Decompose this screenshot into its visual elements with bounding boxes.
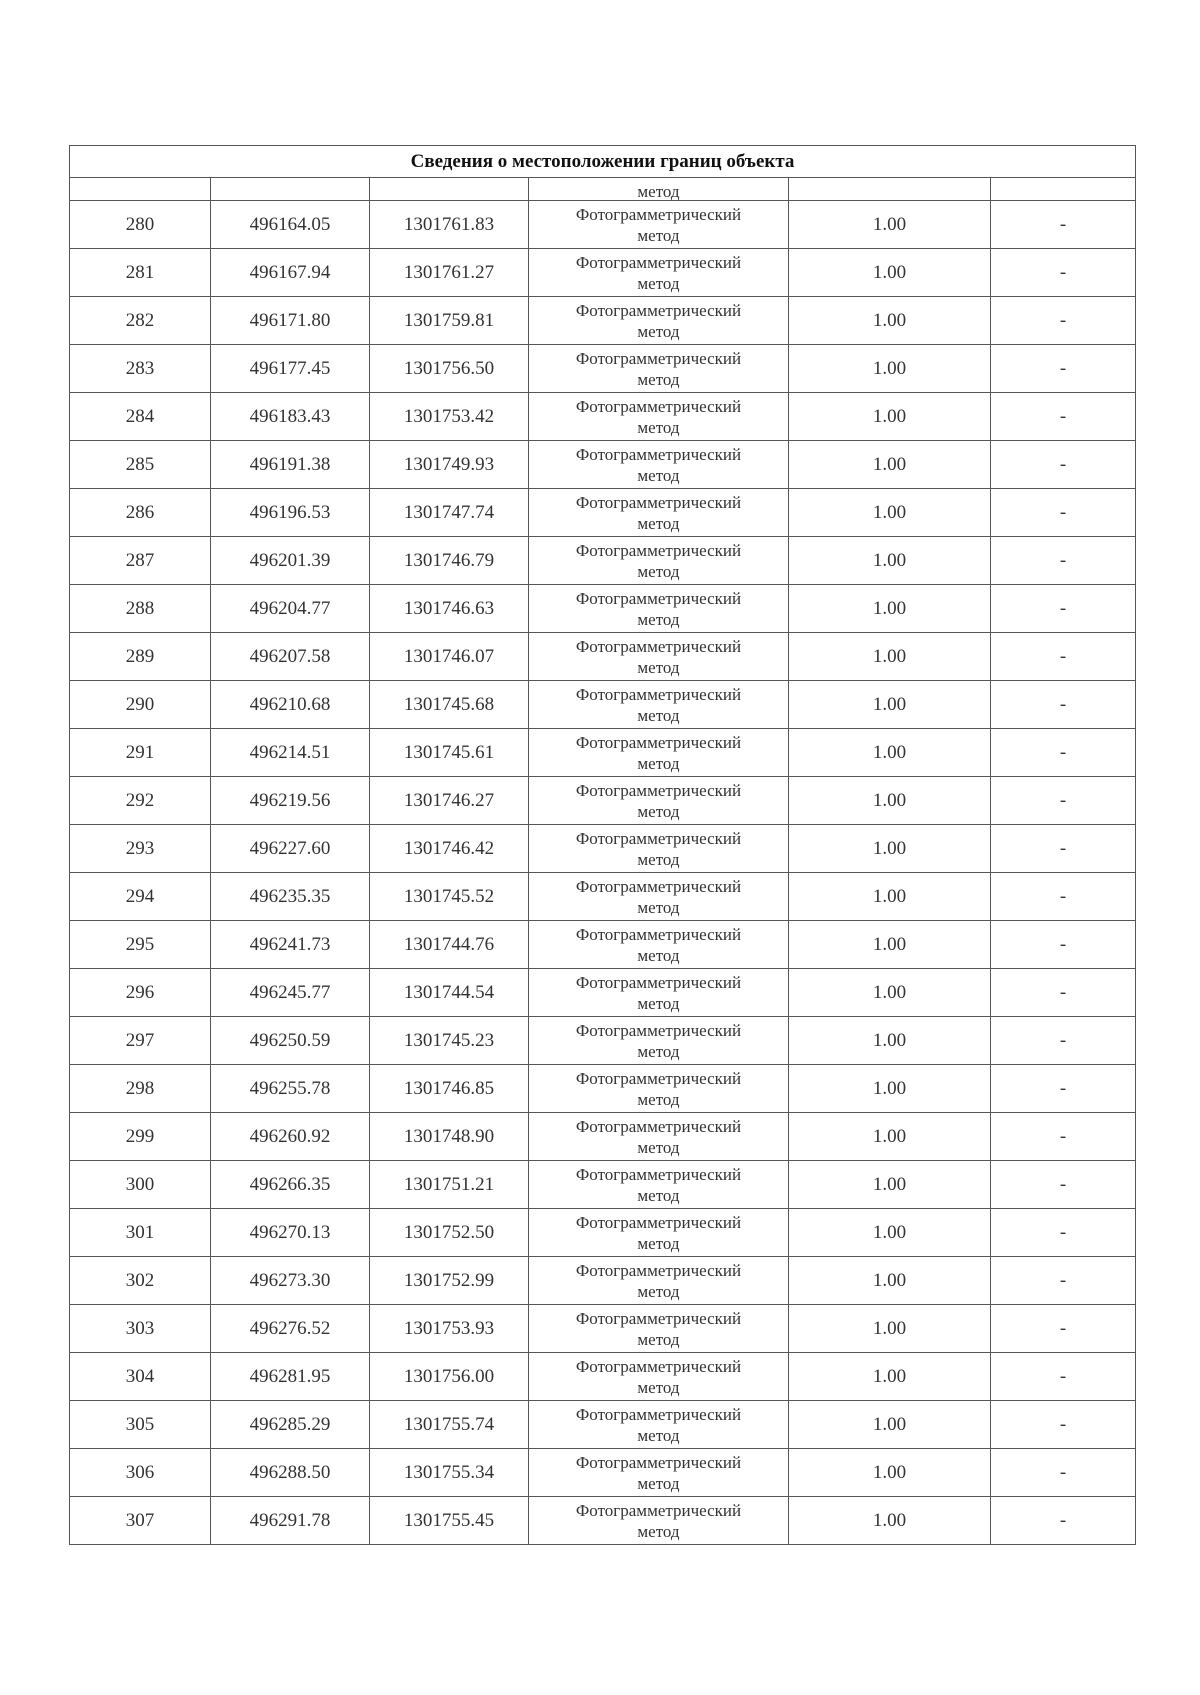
method-line-2: метод (637, 1521, 680, 1541)
x-coordinate-cell: 496255.78 (211, 1065, 370, 1113)
method-line-1: Фотограмметрический (575, 588, 742, 608)
y-coordinate-cell: 1301747.74 (370, 489, 529, 537)
note-cell: - (991, 1401, 1136, 1449)
x-coordinate-cell: 496167.94 (211, 249, 370, 297)
accuracy-cell: 1.00 (789, 921, 991, 969)
method-line-1: Фотограмметрический (575, 396, 742, 416)
method-cell (529, 393, 789, 441)
y-coordinate-cell: 1301745.23 (370, 1017, 529, 1065)
accuracy-cell: 1.00 (789, 249, 991, 297)
point-number-cell: 295 (70, 921, 211, 969)
accuracy-cell: 1.00 (789, 1257, 991, 1305)
accuracy-cell: 1.00 (789, 825, 991, 873)
point-number-cell: 286 (70, 489, 211, 537)
method-cell (529, 777, 789, 825)
method-line-2: метод (637, 609, 680, 629)
point-number-cell: 302 (70, 1257, 211, 1305)
method-line-2: метод (637, 513, 680, 533)
note-cell: - (991, 825, 1136, 873)
table-row (70, 969, 1136, 1017)
note-cell: - (991, 873, 1136, 921)
method-line-1: Фотограмметрический (575, 1356, 742, 1376)
method-line-2: метод (637, 705, 680, 725)
accuracy-cell: 1.00 (789, 1497, 991, 1545)
method-cell (529, 969, 789, 1017)
method-cell (529, 921, 789, 969)
y-coordinate-cell: 1301759.81 (370, 297, 529, 345)
point-number-cell: 305 (70, 1401, 211, 1449)
x-coordinate-cell: 496219.56 (211, 777, 370, 825)
note-cell: - (991, 585, 1136, 633)
point-number-cell: 290 (70, 681, 211, 729)
accuracy-cell: 1.00 (789, 873, 991, 921)
method-line-1: Фотограмметрический (575, 348, 742, 368)
table-row (70, 1209, 1136, 1257)
note-cell: - (991, 681, 1136, 729)
accuracy-cell: 1.00 (789, 489, 991, 537)
note-cell: - (991, 777, 1136, 825)
method-line-2: метод (637, 1425, 680, 1445)
method-line-1: Фотограмметрический (575, 1020, 742, 1040)
x-coordinate-cell: 496285.29 (211, 1401, 370, 1449)
y-coordinate-cell: 1301744.76 (370, 921, 529, 969)
table-row (70, 633, 1136, 681)
x-coordinate-cell: 496177.45 (211, 345, 370, 393)
method-line-1: Фотограмметрический (575, 972, 742, 992)
table-row (70, 489, 1136, 537)
method-line-2: метод (637, 897, 680, 917)
accuracy-cell (789, 178, 991, 201)
method-cell (529, 537, 789, 585)
method-cell (529, 201, 789, 249)
table-title-row (70, 146, 1136, 178)
method-line-2: метод (637, 225, 680, 245)
method-line-1: Фотограмметрический (575, 444, 742, 464)
method-line-2: метод (637, 321, 680, 341)
table-row (70, 1353, 1136, 1401)
accuracy-cell: 1.00 (789, 729, 991, 777)
y-coordinate-cell: 1301755.34 (370, 1449, 529, 1497)
accuracy-cell: 1.00 (789, 1401, 991, 1449)
accuracy-cell: 1.00 (789, 1065, 991, 1113)
table-row (70, 1305, 1136, 1353)
table-row (70, 1017, 1136, 1065)
x-coordinate-cell: 496250.59 (211, 1017, 370, 1065)
method-line-2: метод (637, 369, 680, 389)
y-coordinate-cell: 1301752.50 (370, 1209, 529, 1257)
point-number-cell: 282 (70, 297, 211, 345)
y-coordinate-cell: 1301745.52 (370, 873, 529, 921)
method-line-1: Фотограмметрический (575, 876, 742, 896)
note-cell: - (991, 1353, 1136, 1401)
method-cell (529, 1065, 789, 1113)
y-coordinate-cell: 1301752.99 (370, 1257, 529, 1305)
y-coordinate-cell: 1301746.63 (370, 585, 529, 633)
table-row (70, 297, 1136, 345)
method-cell (529, 681, 789, 729)
method-line-2: метод (637, 801, 680, 821)
table-row (70, 1449, 1136, 1497)
point-number-cell: 303 (70, 1305, 211, 1353)
note-cell: - (991, 1065, 1136, 1113)
method-line-1: Фотограмметрический (575, 780, 742, 800)
accuracy-cell: 1.00 (789, 201, 991, 249)
point-number-cell: 287 (70, 537, 211, 585)
note-cell: - (991, 249, 1136, 297)
point-number-cell: 297 (70, 1017, 211, 1065)
method-cell (529, 633, 789, 681)
x-coordinate-cell: 496260.92 (211, 1113, 370, 1161)
x-coordinate-cell: 496235.35 (211, 873, 370, 921)
point-number-cell: 280 (70, 201, 211, 249)
note-cell: - (991, 441, 1136, 489)
method-line-1: Фотограмметрический (575, 252, 742, 272)
method-cell (529, 345, 789, 393)
x-coordinate-cell: 496281.95 (211, 1353, 370, 1401)
method-line-1: Фотограмметрический (575, 540, 742, 560)
x-coordinate-cell: 496191.38 (211, 441, 370, 489)
method-line-2: метод (637, 561, 680, 581)
point-number-cell: 292 (70, 777, 211, 825)
table-row (70, 1161, 1136, 1209)
table-row (70, 1065, 1136, 1113)
point-number-cell: 294 (70, 873, 211, 921)
y-coordinate-cell: 1301746.42 (370, 825, 529, 873)
x-coordinate-cell: 496196.53 (211, 489, 370, 537)
note-cell: - (991, 1305, 1136, 1353)
x-coordinate-cell: 496276.52 (211, 1305, 370, 1353)
accuracy-cell: 1.00 (789, 633, 991, 681)
accuracy-cell: 1.00 (789, 1017, 991, 1065)
note-cell: - (991, 345, 1136, 393)
method-cell: метод (529, 178, 789, 201)
method-cell (529, 441, 789, 489)
method-line-2: метод (637, 1137, 680, 1157)
method-cell (529, 729, 789, 777)
note-cell: - (991, 537, 1136, 585)
method-line-2: метод (637, 1281, 680, 1301)
point-number-cell: 293 (70, 825, 211, 873)
method-line-2: метод (637, 1185, 680, 1205)
table-row (70, 1113, 1136, 1161)
point-number-cell: 288 (70, 585, 211, 633)
x-coordinate-cell: 496207.58 (211, 633, 370, 681)
x-coordinate-cell: 496245.77 (211, 969, 370, 1017)
accuracy-cell: 1.00 (789, 537, 991, 585)
y-coordinate-cell: 1301751.21 (370, 1161, 529, 1209)
table-row (70, 777, 1136, 825)
method-cell (529, 585, 789, 633)
y-coordinate-cell: 1301761.83 (370, 201, 529, 249)
accuracy-cell: 1.00 (789, 1113, 991, 1161)
note-cell: - (991, 633, 1136, 681)
y-coordinate-cell: 1301756.00 (370, 1353, 529, 1401)
method-cell (529, 1401, 789, 1449)
y-coordinate-cell: 1301748.90 (370, 1113, 529, 1161)
method-line-2: метод (637, 1089, 680, 1109)
note-cell: - (991, 1017, 1136, 1065)
method-line-2: метод (637, 1041, 680, 1061)
note-cell: - (991, 729, 1136, 777)
method-line-2: метод (637, 273, 680, 293)
note-cell: - (991, 969, 1136, 1017)
y-coordinate-cell: 1301749.93 (370, 441, 529, 489)
note-cell: - (991, 489, 1136, 537)
method-line-2: метод (637, 465, 680, 485)
table-row (70, 825, 1136, 873)
x-coordinate-cell (211, 178, 370, 201)
y-coordinate-cell: 1301746.79 (370, 537, 529, 585)
method-line-1: Фотограмметрический (575, 1212, 742, 1232)
method-line-1: Фотограмметрический (575, 1260, 742, 1280)
method-line-1: Фотограмметрический (575, 204, 742, 224)
note-cell (991, 178, 1136, 201)
boundary-coordinates-table (69, 145, 1136, 1545)
method-line-1: Фотограмметрический (575, 1452, 742, 1472)
accuracy-cell: 1.00 (789, 1161, 991, 1209)
accuracy-cell: 1.00 (789, 1305, 991, 1353)
x-coordinate-cell: 496291.78 (211, 1497, 370, 1545)
y-coordinate-cell: 1301744.54 (370, 969, 529, 1017)
y-coordinate-cell: 1301753.42 (370, 393, 529, 441)
accuracy-cell: 1.00 (789, 441, 991, 489)
x-coordinate-cell: 496266.35 (211, 1161, 370, 1209)
note-cell: - (991, 1161, 1136, 1209)
accuracy-cell: 1.00 (789, 297, 991, 345)
point-number-cell: 301 (70, 1209, 211, 1257)
method-line-1: Фотограмметрический (575, 684, 742, 704)
point-number-cell: 289 (70, 633, 211, 681)
x-coordinate-cell: 496241.73 (211, 921, 370, 969)
x-coordinate-cell: 496270.13 (211, 1209, 370, 1257)
note-cell: - (991, 1209, 1136, 1257)
accuracy-cell: 1.00 (789, 1209, 991, 1257)
method-cell (529, 825, 789, 873)
point-number-cell: 307 (70, 1497, 211, 1545)
table-row (70, 249, 1136, 297)
note-cell: - (991, 393, 1136, 441)
method-cell (529, 873, 789, 921)
method-line-2: метод (637, 1377, 680, 1397)
x-coordinate-cell: 496183.43 (211, 393, 370, 441)
method-cell (529, 1017, 789, 1065)
x-coordinate-cell: 496171.80 (211, 297, 370, 345)
x-coordinate-cell: 496214.51 (211, 729, 370, 777)
table-title: Сведения о местоположении границ объекта (70, 146, 1136, 178)
x-coordinate-cell: 496210.68 (211, 681, 370, 729)
accuracy-cell: 1.00 (789, 969, 991, 1017)
method-line-1: Фотограмметрический (575, 732, 742, 752)
note-cell: - (991, 1113, 1136, 1161)
method-line-1: Фотограмметрический (575, 1116, 742, 1136)
note-cell: - (991, 1449, 1136, 1497)
method-line-2: метод (637, 945, 680, 965)
y-coordinate-cell: 1301746.07 (370, 633, 529, 681)
method-line-1: Фотограмметрический (575, 1164, 742, 1184)
point-number-cell: 299 (70, 1113, 211, 1161)
table-row (70, 1497, 1136, 1545)
note-cell: - (991, 297, 1136, 345)
method-cell (529, 1353, 789, 1401)
table-row (70, 729, 1136, 777)
accuracy-cell: 1.00 (789, 345, 991, 393)
method-line-2: метод (637, 417, 680, 437)
method-line-2: метод (637, 1329, 680, 1349)
accuracy-cell: 1.00 (789, 681, 991, 729)
method-line-1: Фотограмметрический (575, 828, 742, 848)
point-number-cell: 298 (70, 1065, 211, 1113)
x-coordinate-cell: 496288.50 (211, 1449, 370, 1497)
note-cell: - (991, 201, 1136, 249)
table-row (70, 873, 1136, 921)
table-row (70, 1257, 1136, 1305)
table-row (70, 1401, 1136, 1449)
table-row (70, 441, 1136, 489)
y-coordinate-cell: 1301745.61 (370, 729, 529, 777)
y-coordinate-cell (370, 178, 529, 201)
point-number-cell: 306 (70, 1449, 211, 1497)
point-number-cell: 283 (70, 345, 211, 393)
method-line-2: метод (637, 993, 680, 1013)
method-cell (529, 249, 789, 297)
y-coordinate-cell: 1301761.27 (370, 249, 529, 297)
method-line-1: Фотограмметрический (575, 1500, 742, 1520)
table-row (70, 681, 1136, 729)
point-number-cell: 296 (70, 969, 211, 1017)
method-cell (529, 1257, 789, 1305)
y-coordinate-cell: 1301746.85 (370, 1065, 529, 1113)
method-line-1: Фотограмметрический (575, 300, 742, 320)
table-row (70, 537, 1136, 585)
accuracy-cell: 1.00 (789, 777, 991, 825)
note-cell: - (991, 1257, 1136, 1305)
method-line-1: Фотограмметрический (575, 492, 742, 512)
note-cell: - (991, 1497, 1136, 1545)
method-cell (529, 489, 789, 537)
method-line-1: Фотограмметрический (575, 636, 742, 656)
point-number-cell: 291 (70, 729, 211, 777)
method-cell (529, 297, 789, 345)
table-row (70, 921, 1136, 969)
method-cell (529, 1209, 789, 1257)
x-coordinate-cell: 496227.60 (211, 825, 370, 873)
method-line-1: Фотограмметрический (575, 1068, 742, 1088)
point-number-cell: 304 (70, 1353, 211, 1401)
method-line-2: метод (637, 753, 680, 773)
point-number-cell: 284 (70, 393, 211, 441)
method-line-1: Фотограмметрический (575, 1308, 742, 1328)
x-coordinate-cell: 496164.05 (211, 201, 370, 249)
accuracy-cell: 1.00 (789, 393, 991, 441)
y-coordinate-cell: 1301755.74 (370, 1401, 529, 1449)
y-coordinate-cell: 1301753.93 (370, 1305, 529, 1353)
accuracy-cell: 1.00 (789, 1353, 991, 1401)
method-cell (529, 1305, 789, 1353)
x-coordinate-cell: 496273.30 (211, 1257, 370, 1305)
table-row (70, 201, 1136, 249)
y-coordinate-cell: 1301755.45 (370, 1497, 529, 1545)
point-number-cell: 285 (70, 441, 211, 489)
method-cell (529, 1497, 789, 1545)
method-line-1: Фотограмметрический (575, 1404, 742, 1424)
method-cell (529, 1161, 789, 1209)
method-cell (529, 1113, 789, 1161)
table-row (70, 345, 1136, 393)
method-line-2: метод (637, 849, 680, 869)
accuracy-cell: 1.00 (789, 1449, 991, 1497)
method-line-2: метод (637, 657, 680, 677)
method-cell (529, 1449, 789, 1497)
table-row (70, 393, 1136, 441)
y-coordinate-cell: 1301756.50 (370, 345, 529, 393)
x-coordinate-cell: 496204.77 (211, 585, 370, 633)
continuation-row (70, 178, 1136, 201)
point-number-cell (70, 178, 211, 201)
point-number-cell: 300 (70, 1161, 211, 1209)
point-number-cell: 281 (70, 249, 211, 297)
method-line-2: метод (637, 1473, 680, 1493)
method-line-2: метод (637, 1233, 680, 1253)
y-coordinate-cell: 1301746.27 (370, 777, 529, 825)
accuracy-cell: 1.00 (789, 585, 991, 633)
y-coordinate-cell: 1301745.68 (370, 681, 529, 729)
note-cell: - (991, 921, 1136, 969)
x-coordinate-cell: 496201.39 (211, 537, 370, 585)
method-line-1: Фотограмметрический (575, 924, 742, 944)
table-row (70, 585, 1136, 633)
